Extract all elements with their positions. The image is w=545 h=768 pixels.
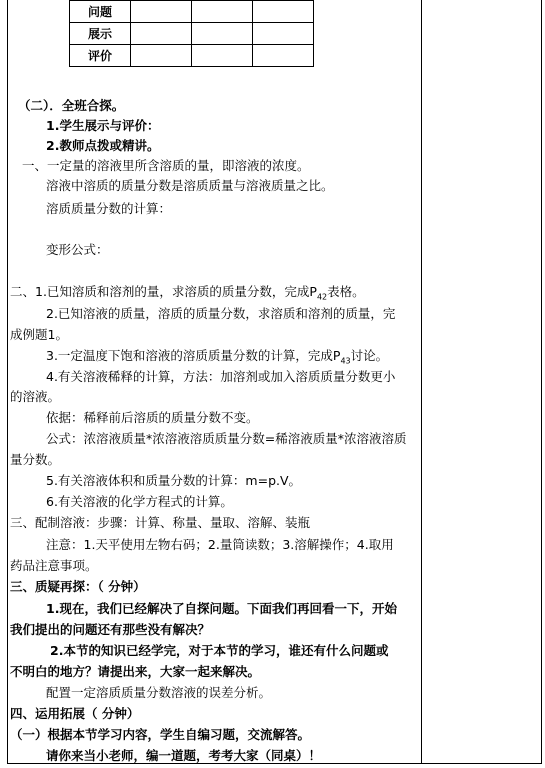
text-line: 2.教师点拨或精讲。 bbox=[46, 138, 160, 153]
text-line: 公式：浓溶液质量*浓溶液溶质质量分数=稀溶液质量*浓溶液溶质 bbox=[46, 431, 407, 446]
table-row bbox=[70, 45, 314, 67]
section-heading-4: 四、运用拓展（ 分钟） bbox=[10, 706, 140, 721]
text-line: 请你来当小老师，编一道题，考考大家（同桌）！ bbox=[46, 748, 322, 763]
text-line: 3.一定温度下饱和溶液的溶质质量分数的计算，完成$P_{43}$讨论。 bbox=[46, 348, 389, 366]
text-line: 4.有关溶液稀释的计算，方法：加溶剂或加入溶质质量分数更小 bbox=[46, 369, 396, 384]
table-row bbox=[70, 23, 314, 45]
text-line: 2.已知溶液的质量，溶质的质量分数，求溶质和溶剂的质量，完 bbox=[46, 306, 396, 321]
text-line: 5.有关溶液体积和质量分数的计算：m=p.V。 bbox=[46, 473, 302, 488]
text-line: 1.现在，我们已经解决了自探问题。下面我们再回看一下，开始 bbox=[46, 601, 397, 616]
evaluation-table bbox=[69, 0, 314, 67]
text-line: 变形公式： bbox=[46, 242, 109, 257]
text-line: 药品注意事项。 bbox=[10, 558, 98, 573]
section-heading-2: （二）．全班合探。 bbox=[18, 98, 125, 113]
text-line: 二、1.已知溶质和溶剂的量，求溶质的质量分数，完成$P_{42}$表格。 bbox=[10, 284, 365, 302]
text-line: 1.学生展示与评价： bbox=[46, 118, 160, 133]
text-line: 依据：稀释前后溶质的质量分数不变。 bbox=[46, 410, 259, 425]
text-line: 我们提出的问题还有那些没有解决？ bbox=[10, 622, 211, 637]
text-line: 成例题1。 bbox=[10, 327, 68, 342]
text-line: 三、配制溶液：步骤：计算、称量、量取、溶解、装瓶 bbox=[10, 515, 311, 530]
text-line: 量分数。 bbox=[10, 452, 61, 467]
section-heading-3: 三、质疑再探：（ 分钟） bbox=[10, 579, 146, 594]
text-line: 的溶液。 bbox=[10, 389, 61, 404]
text-line: 6.有关溶液的化学方程式的计算。 bbox=[46, 494, 233, 509]
row-label-question: 问题 bbox=[70, 1, 131, 23]
text-line: 不明白的地方？请提出来，大家一起来解决。 bbox=[10, 664, 261, 679]
text-line: 一、一定量的溶液里所含溶质的量，即溶液的浓度。 bbox=[22, 158, 310, 173]
row-label-evaluate: 评价 bbox=[70, 45, 131, 67]
text-line: （一）根据本节学习内容，学生自编习题，交流解答。 bbox=[10, 727, 311, 742]
text-line: 溶液中溶质的质量分数是溶质质量与溶液质量之比。 bbox=[46, 178, 334, 193]
table-row bbox=[70, 1, 314, 23]
text-line: 溶质质量分数的计算： bbox=[46, 201, 172, 216]
text-line: 2.本节的知识已经学完，对于本节的学习，谁还有什么问题或 bbox=[50, 643, 389, 658]
column-divider bbox=[421, 0, 422, 763]
row-label-show: 展示 bbox=[70, 23, 131, 45]
text-line: 注意：1.天平使用左物右码；2.量筒读数；3.溶解操作；4.取用 bbox=[46, 537, 394, 552]
text-line: 配置一定溶质质量分数溶液的误差分析。 bbox=[46, 685, 272, 700]
